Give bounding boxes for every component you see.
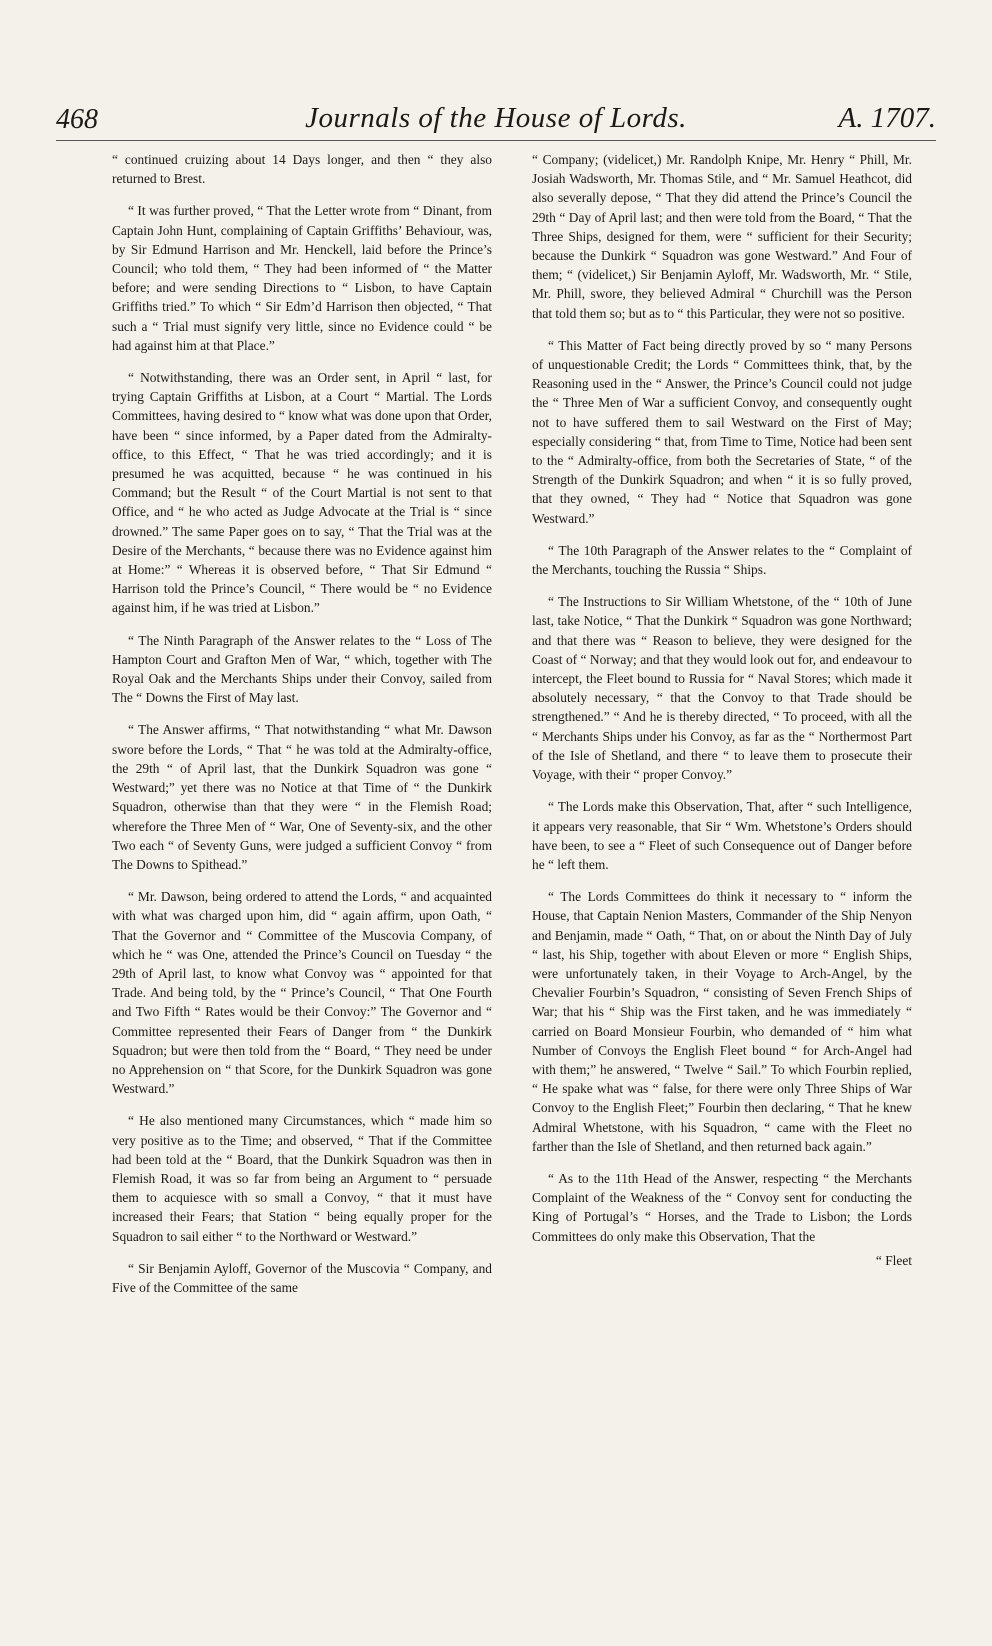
- paragraph: “ The Instructions to Sir William Whetstone, of the “ 10th of June last, take Notice, “ That the Dunkirk “ Squadron was gone Northward; and that there was “ Reason to believe, they were designed for the Coast of “ Norway; and that they would look out for, and endeavour to intercept, the Fleet bound to Russia for “ Naval Stores; which made it absolutely necessary, “ that the Convoy to that Trade should be strengthened.” “ And he is thereby directed, “ To proceed, with all the “ Merchants Ships under his Convoy, as far as the “ Northermost Part of the Isle of Shetland, and there “ to leave them to prosecute their Voyage, with their “ proper Convoy.”: [532, 594, 912, 783]
- paragraph: “ The Lords Committees do think it necessary to “ inform the House, that Captain Nenion Masters, Commander of the Ship Nenyon and Benjamin, made “ Oath, “ That, on or about the Ninth Day of July “ last, his Ship, together with about Eleven or more “ English Ships, were unfortunately taken, in their Voyage to Arch-Angel, by the Chevalier Fourbin’s Squadron, “ consisting of Seven French Ships of War; that his “ Ship was the First taken, and he was immediately “ carried on Board Monsieur Fourbin, who demanded of “ him what Number of Convoys the English Fleet bound “ for Arch-Angel had with them;” he answered, “ Twelve “ Sail.” To which Fourbin replied, “ He spake what was “ false, for there were only Three Ships of War Convoy to the English Fleet;” Fourbin then declaring, “ That he knew Admiral Whetstone, with his Squadron, “ came with the Fleet no farther than the Isle of Shetland, and then returned back again.”: [532, 889, 912, 1154]
- page-header: [56, 100, 936, 141]
- paragraph: “ Sir Benjamin Ayloff, Governor of the Muscovia “ Company, and Five of the Committee of the same: [112, 1260, 492, 1295]
- left-column: [112, 150, 492, 1310]
- catchword: “ Fleet: [875, 1252, 912, 1268]
- paragraph: “ This Matter of Fact being directly proved by so “ many Persons of unquestionable Credit; the Lords “ Committees think, that, by the Reasoning used in the “ Answer, the Prince’s Council could not judge the “ Three Men of War a sufficient Convoy, and consequently ought not to have suffered them to sail Westward on the First of May; especially considering “ that, from Time to Time, Notice had been sent to the “ Admiralty-office, from both the Secretaries of State, “ of the Strength of the Dunkirk Squadron; and when “ it is so fully proved, that they owned, “ They had “ Notice that Squadron was gone Westward.”: [532, 337, 912, 526]
- paragraph: “ Mr. Dawson, being ordered to attend the Lords, “ and acquainted with what was charged upon him, did “ again affirm, upon Oath, “ That the Governor and “ Committee of the Muscovia Company, of which he “ was One, attended the Prince’s Council on Tuesday “ the 29th of April last, to know what Convoy was “ appointed for that Trade. And being told, by the “ Prince’s Council, “ That One Fourth and Two Fifth “ Rates would be their Convoy:” The Governor and “ Committee represented their Fears of Danger from “ the Dunkirk Squadron; but were then told from the “ Board, “ They need be under no Apprehension on “ that Score, for the Dunkirk Squadron was gone Westward.”: [112, 889, 492, 1097]
- page-number: 468: [56, 104, 98, 135]
- paragraph: “ The Lords make this Observation, That, after “ such Intelligence, it appears very reasonable, that Sir “ Wm. Whetstone’s Orders should have been, to see a “ Fleet of such Consequence out of Danger before he “ left them.: [532, 799, 912, 872]
- running-title: Journals of the House of Lords.: [305, 102, 687, 134]
- paragraph: “ He also mentioned many Circumstances, which “ made him so very positive as to the Time; and observed, “ That if the Committee had been told at the “ Board, that the Dunkirk Squadron was then in Flemish Road, it was so far from being an Argument to “ persuade them to acquiesce with so small a Convoy, “ that it must have increased their Fears; that Station “ being equally proper for the Squadron to sail either “ to the Northward or Westward.”: [112, 1113, 492, 1244]
- paragraph: “ The Answer affirms, “ That notwithstanding “ what Mr. Dawson swore before the Lords, “ That “ he was told at the Admiralty-office, the 29th “ of April last, that the Dunkirk Squadron was gone “ Westward;” yet there was no Notice at that Time of “ the Dunkirk Squadron, otherwise than that they were “ in the Flemish Road; wherefore the Three Men of “ War, One of Seventy-six, and the other Two each “ of Seventy Guns, were judged a sufficient Convoy “ from The Downs to Spithead.”: [112, 722, 492, 872]
- paragraph: “ Notwithstanding, there was an Order sent, in April “ last, for trying Captain Griffiths at Lisbon, at a Court “ Martial. The Lords Committees, having desired to “ know what was done upon that Order, have been “ since informed, by a Paper dated from the Admiralty-office, to this Effect, “ That he was tried accordingly; and it is presumed he was acquitted, because “ he was continued in his Command; but the Result “ of the Court Martial is not sent to that Office, and “ he who acted as Judge Advocate at the Trial is “ since drowned.” The same Paper goes on to say, “ That the Trial was at the Desire of the Merchants, “ because there was no Evidence against him at Home:” “ Whereas it is observed before, “ That Sir Edmund “ Harrison told the Prince’s Council, “ There would be “ no Evidence against him, if he was tried at Lisbon.”: [112, 370, 492, 616]
- paragraph: “ The 10th Paragraph of the Answer relates to the “ Complaint of the Merchants, touching the Russia “ Ships.: [532, 542, 912, 578]
- paragraph: “ The Ninth Paragraph of the Answer relates to the “ Loss of The Hampton Court and Grafton Men of War, “ which, together with The Royal Oak and the Merchants Ships under their Convoy, sailed from The “ Downs the First of May last.: [112, 632, 492, 706]
- paragraph: “ Company; (videlicet,) Mr. Randolph Knipe, Mr. Henry “ Phill, Mr. Josiah Wadsworth, Mr. Thomas Stile, and “ Mr. Samuel Heathcot, did also severally depose, “ That they did attend the Prince’s Council the 29th “ Day of April last; and then were told from the Board, “ That the Three Ships, designed for them, were “ sufficient for their Security; because the Dunkirk “ Squadron was gone Westward.” And Four of them; “ (videlicet,) Sir Benjamin Ayloff, Mr. Wadsworth, Mr. “ Stile, Mr. Phill, swore, they believed Admiral “ Churchill was the Person that told them so; but as to “ this Particular, they were not so positive.: [532, 152, 912, 321]
- year-label: A. 1707.: [838, 102, 936, 134]
- paragraph: “ continued cruizing about 14 Days longer, and then “ they also returned to Brest.: [112, 152, 492, 187]
- paragraph: “ As to the 11th Head of the Answer, respecting “ the Merchants Complaint of the Weakness of the “ Convoy sent for conducting the King of Portugal’s “ Horses, and the Trade to Lisbon; the Lords Committees do only make this Observation, That the: [532, 1170, 912, 1244]
- right-column: [532, 150, 912, 1270]
- paragraph: “ It was further proved, “ That the Letter wrote from “ Dinant, from Captain John Hunt, complaining of Captain Griffiths’ Behaviour, was, by Sir Edmund Harrison and Mr. Henckell, laid before the Prince’s Council; who told them, “ They had been informed of “ the Matter before; and were sending Directions to “ Lisbon, to have Captain Griffiths tried.” To which “ Sir Edm’d Harrison then objected, “ That such a “ Trial must signify very little, since no Evidence could “ be had against him at that Place.”: [112, 203, 492, 353]
